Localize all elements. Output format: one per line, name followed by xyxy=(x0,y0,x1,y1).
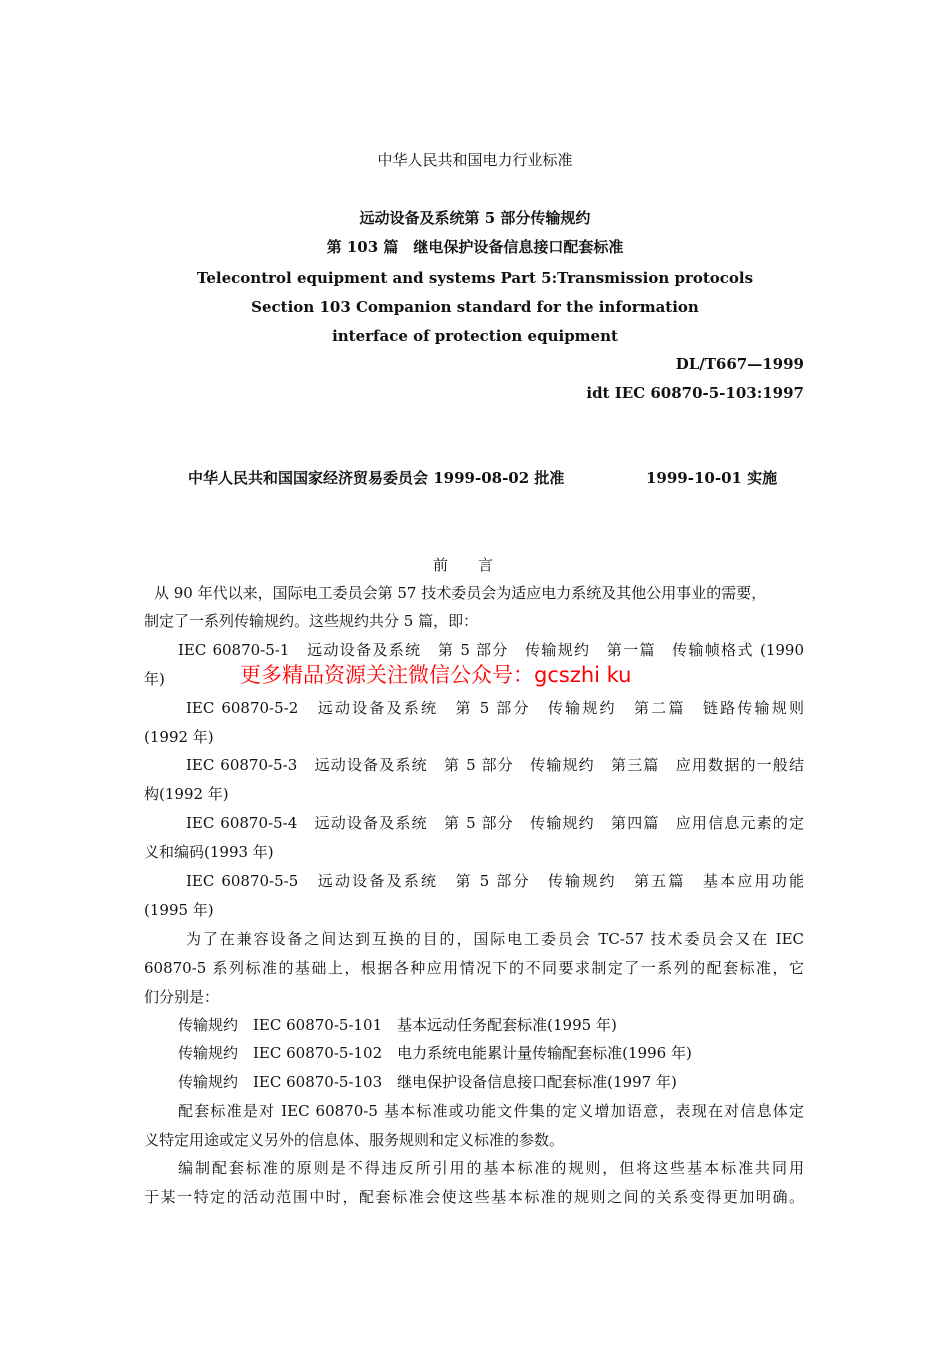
list-item: (1995 年) xyxy=(144,901,214,919)
list-item: 年) xyxy=(144,670,165,688)
paragraph-line: 制定了一系列传输规约。这些规约共分 5 篇，即： xyxy=(144,612,479,630)
companion-standard-item: 传输规约 IEC 60870-5-101 基本远动任务配套标准(1995 年) xyxy=(178,1016,617,1034)
approval-line: 中华人民共和国国家经济贸易委员会 1999-08-02 批准 xyxy=(188,469,565,487)
effective-date: 1999-10-01 实施 xyxy=(646,469,778,487)
list-item: IEC 60870-5-4 远动设备及系统 第 5 部分 传输规约 第四篇 应用信息元素的定 xyxy=(186,814,804,832)
companion-standard-item: 传输规约 IEC 60870-5-102 电力系统电能累计量传输配套标准(1996 年) xyxy=(178,1044,692,1062)
list-item: 义和编码(1993 年) xyxy=(144,843,274,861)
foreword-heading: 前 言 xyxy=(433,556,494,574)
paragraph-line: 从 90 年代以来，国际电工委员会第 57 技术委员会为适应电力系统及其他公用事业的需要， xyxy=(154,584,767,602)
list-item: IEC 60870-5-5 远动设备及系统 第 5 部分 传输规约 第五篇 基本应用功能 xyxy=(186,872,804,890)
org-line: 中华人民共和国电力行业标准 xyxy=(377,151,573,169)
paragraph-line: 于某一特定的活动范围中时，配套标准会使这些基本标准的规则之间的关系变得更加明确。 xyxy=(144,1188,804,1206)
companion-standard-item: 传输规约 IEC 60870-5-103 继电保护设备信息接口配套标准(1997 年) xyxy=(178,1073,677,1091)
list-item: (1992 年) xyxy=(144,728,214,746)
title-cn-1: 远动设备及系统第 5 部分传输规约 xyxy=(359,209,591,227)
list-item: IEC 60870-5-2 远动设备及系统 第 5 部分 传输规约 第二篇 链路传输规则 xyxy=(186,699,804,717)
list-item: IEC 60870-5-3 远动设备及系统 第 5 部分 传输规约 第三篇 应用数据的一般结 xyxy=(186,756,804,774)
list-item: 构(1992 年) xyxy=(144,785,229,803)
title-en-3: interface of protection equipment xyxy=(332,327,618,345)
title-cn-2: 第 103 篇 继电保护设备信息接口配套标准 xyxy=(326,238,624,256)
paragraph-line: 们分别是： xyxy=(144,988,220,1006)
paragraph-line: 配套标准是对 IEC 60870-5 基本标准或功能文件集的定义增加语意，表现在对信息体定 xyxy=(178,1102,804,1120)
paragraph-line: 义特定用途或定义另外的信息体、服务规则和定义标准的参数。 xyxy=(144,1131,565,1149)
title-en-2: Section 103 Companion standard for the information xyxy=(251,298,699,316)
paragraph-line: 60870-5 系列标准的基础上，根据各种应用情况下的不同要求制定了一系列的配套标准，它 xyxy=(144,959,804,977)
paragraph-line: 编制配套标准的原则是不得违反所引用的基本标准的规则，但将这些基本标准共同用 xyxy=(178,1159,804,1177)
idt-number: idt IEC 60870-5-103:1997 xyxy=(586,384,804,402)
watermark-text: 更多精品资源关注微信公众号：gcszhi ku xyxy=(240,663,632,687)
paragraph-line: 为了在兼容设备之间达到互换的目的，国际电工委员会 TC-57 技术委员会又在 IEC xyxy=(186,930,804,948)
list-item: IEC 60870-5-1 远动设备及系统 第 5 部分 传输规约 第一篇 传输帧格式 (1990 xyxy=(178,641,804,659)
standard-number: DL/T667—1999 xyxy=(675,355,804,373)
title-en-1: Telecontrol equipment and systems Part 5:Transmission protocols xyxy=(196,269,754,287)
